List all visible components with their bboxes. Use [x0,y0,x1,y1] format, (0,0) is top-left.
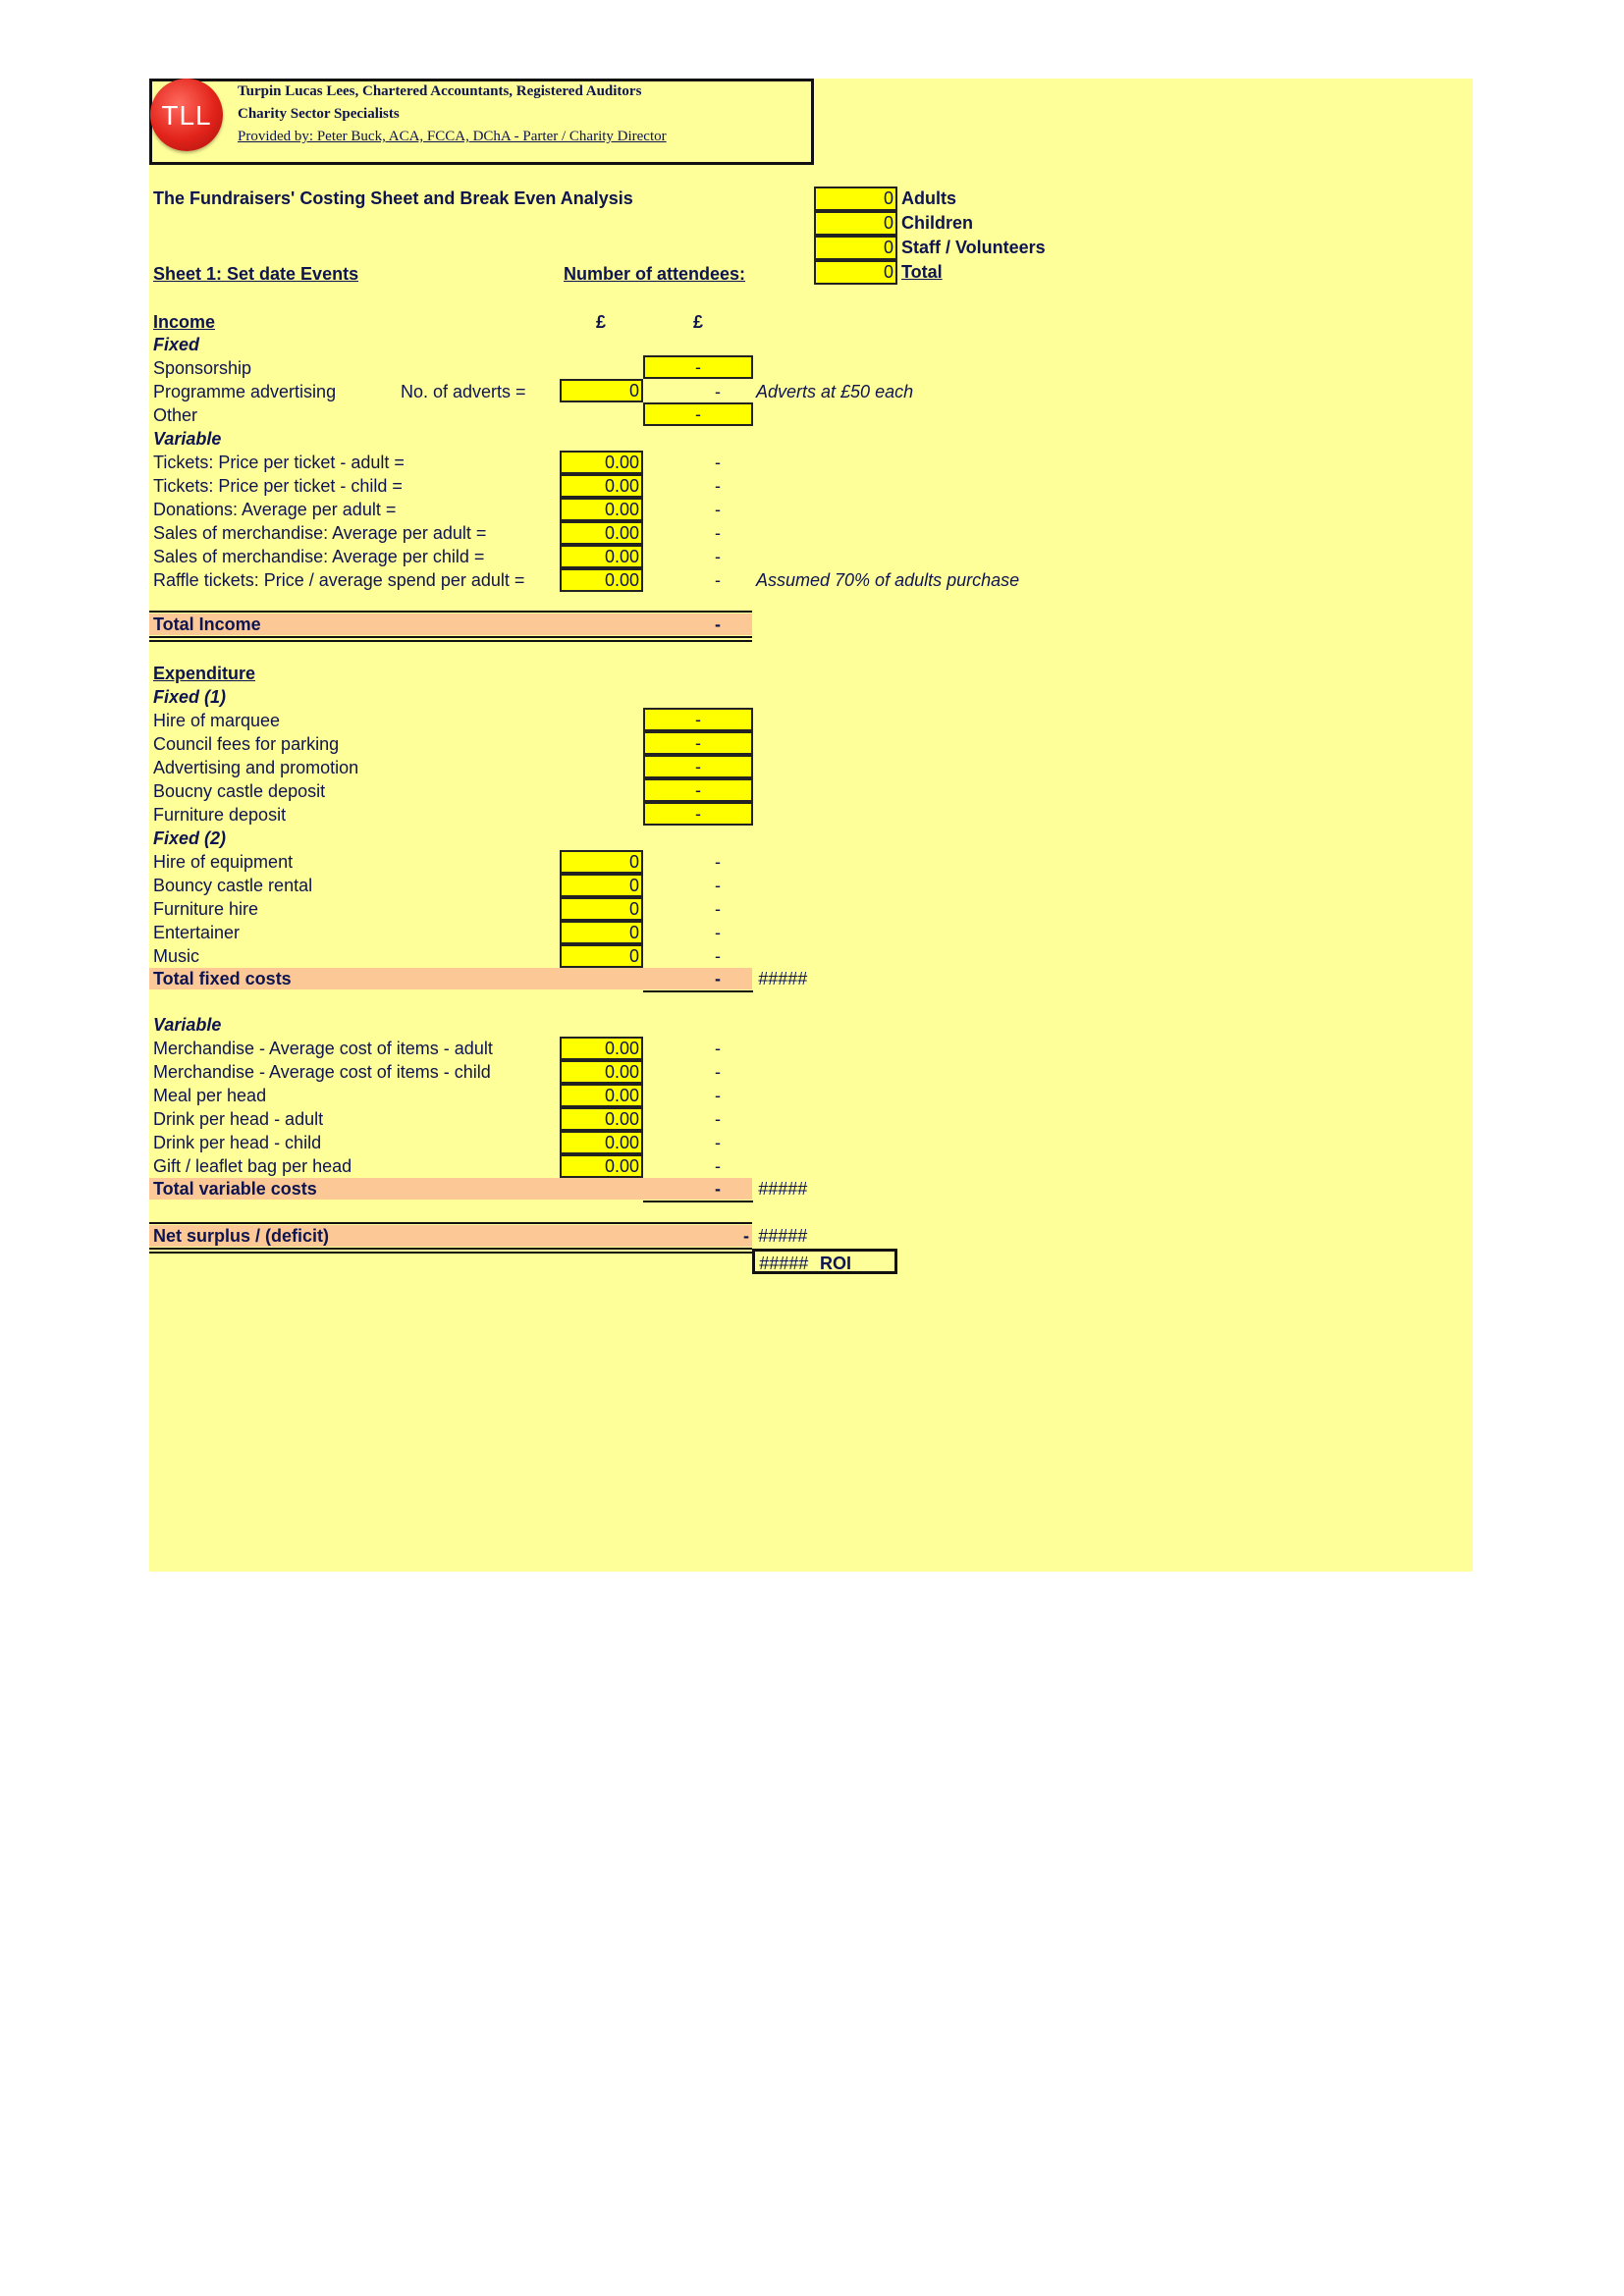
income-variable-input[interactable]: 0.00 [560,498,643,521]
net-surplus-value: - [743,1226,749,1246]
exp-variable-label: Meal per head [153,1086,267,1105]
fixed2-label: Hire of equipment [153,852,294,872]
income-variable-heading: Variable [153,429,222,449]
adults-count-input[interactable]: 0 [814,187,897,211]
net-surplus-pct: ##### [758,1226,808,1246]
total-income-double-rule-1 [149,636,752,638]
income-variable-input[interactable]: 0.00 [560,451,643,474]
programme-advertising-label: Programme advertising [153,382,337,401]
income-variable-input[interactable]: 0.00 [560,545,643,568]
logo-text: TLL [161,100,212,131]
fixed2-label: Furniture hire [153,899,259,919]
exp-variable-input[interactable]: 0.00 [560,1060,643,1084]
income-variable-value: - [715,500,721,519]
fixed2-value: - [715,899,721,919]
total-variable-rule [643,1201,753,1202]
exp-variable-input[interactable]: 0.00 [560,1037,643,1060]
raffle-note: Assumed 70% of adults purchase [756,570,1020,590]
income-variable-value: - [715,453,721,472]
total-variable-pct: ##### [758,1179,808,1199]
income-variable-label: Tickets: Price per ticket - child = [153,476,403,496]
net-surplus-label: Net surplus / (deficit) [153,1226,330,1246]
income-variable-label: Donations: Average per adult = [153,500,397,519]
fixed1-label: Advertising and promotion [153,758,359,777]
net-double-rule-1 [149,1248,752,1250]
programme-advertising-value: - [715,382,721,401]
roi-box [752,1249,897,1274]
fixed2-input[interactable]: 0 [560,850,643,874]
exp-variable-value: - [715,1062,721,1082]
adults-label: Adults [901,188,956,208]
income-variable-label: Sales of merchandise: Average per child = [153,547,485,566]
children-count-input[interactable]: 0 [814,211,897,236]
total-income-double-rule-2 [149,640,752,642]
fixed1-heading: Fixed (1) [153,687,227,707]
income-variable-input[interactable]: 0.00 [560,474,643,498]
exp-variable-heading: Variable [153,1015,222,1035]
page-title: The Fundraisers' Costing Sheet and Break Even Analysis [153,188,633,208]
currency-col1: £ [596,312,607,332]
total-fixed-value: - [715,969,721,988]
fixed2-value: - [715,876,721,895]
fixed2-value: - [715,946,721,966]
fixed1-label: Hire of marquee [153,711,281,730]
total-income-label: Total Income [153,614,261,634]
exp-variable-value: - [715,1133,721,1152]
net-double-rule-2 [149,1252,752,1254]
exp-variable-value: - [715,1109,721,1129]
income-variable-input[interactable]: 0.00 [560,521,643,545]
fixed2-input[interactable]: 0 [560,874,643,897]
expenditure-heading: Expenditure [153,664,256,683]
total-fixed-pct: ##### [758,969,808,988]
fixed2-label: Entertainer [153,923,241,942]
exp-variable-input[interactable]: 0.00 [560,1107,643,1131]
sponsorship-input[interactable]: - [643,355,753,379]
firm-specialism: Charity Sector Specialists [238,106,400,122]
total-label: Total [901,262,943,282]
sheet-label: Sheet 1: Set date Events [153,264,359,284]
no-of-adverts-input[interactable]: 0 [560,379,643,402]
fixed1-label: Council fees for parking [153,734,340,754]
no-of-adverts-label: No. of adverts = [401,382,526,401]
exp-variable-value: - [715,1086,721,1105]
exp-variable-label: Drink per head - adult [153,1109,324,1129]
roi-value: ##### [759,1254,809,1273]
exp-variable-label: Merchandise - Average cost of items - child [153,1062,491,1082]
income-fixed-heading: Fixed [153,335,200,354]
exp-variable-value: - [715,1039,721,1058]
total-variable-label: Total variable costs [153,1179,317,1199]
total-variable-value: - [715,1179,721,1199]
total-income-value: - [715,614,721,634]
fixed1-input[interactable]: - [643,731,753,755]
adverts-note: Adverts at £50 each [756,382,914,401]
spreadsheet-area [149,79,1473,1572]
total-fixed-rule [643,990,753,992]
children-label: Children [901,213,974,233]
attendees-heading: Number of attendees: [564,264,746,284]
exp-variable-label: Drink per head - child [153,1133,322,1152]
total-fixed-label: Total fixed costs [153,969,292,988]
income-variable-label: Raffle tickets: Price / average spend per adult = [153,570,525,590]
other-income-input[interactable]: - [643,402,753,426]
roi-label: ROI [820,1254,852,1273]
total-count-cell: 0 [814,260,897,285]
currency-col2: £ [693,312,704,332]
income-variable-value: - [715,523,721,543]
staff-label: Staff / Volunteers [901,238,1046,257]
sponsorship-label: Sponsorship [153,358,252,378]
fixed1-input[interactable]: - [643,802,753,826]
income-variable-input[interactable]: 0.00 [560,568,643,592]
exp-variable-label: Gift / leaflet bag per head [153,1156,352,1176]
firm-header-box [149,79,814,165]
firm-name: Turpin Lucas Lees, Chartered Accountants, Registered Auditors [238,83,642,99]
fixed2-value: - [715,852,721,872]
fixed1-input[interactable]: - [643,778,753,802]
fixed1-label: Boucny castle deposit [153,781,326,801]
income-variable-value: - [715,570,721,590]
fixed2-value: - [715,923,721,942]
fixed2-label: Music [153,946,200,966]
exp-variable-input[interactable]: 0.00 [560,1084,643,1107]
income-variable-value: - [715,547,721,566]
staff-count-input[interactable]: 0 [814,236,897,260]
tll-logo [150,79,223,151]
fixed2-label: Bouncy castle rental [153,876,313,895]
exp-variable-value: - [715,1156,721,1176]
exp-variable-label: Merchandise - Average cost of items - adult [153,1039,493,1058]
fixed2-input[interactable]: 0 [560,921,643,944]
firm-contact-link[interactable]: Provided by: Peter Buck, ACA, FCCA, DChA - Parter / Charity Director [238,129,667,144]
fixed1-input[interactable]: - [643,708,753,731]
income-heading: Income [153,312,216,332]
fixed2-input[interactable]: 0 [560,944,643,968]
income-variable-label: Sales of merchandise: Average per adult = [153,523,487,543]
income-variable-value: - [715,476,721,496]
fixed2-heading: Fixed (2) [153,828,227,848]
fixed2-input[interactable]: 0 [560,897,643,921]
fixed1-input[interactable]: - [643,755,753,778]
exp-variable-input[interactable]: 0.00 [560,1131,643,1154]
fixed1-label: Furniture deposit [153,805,287,825]
exp-variable-input[interactable]: 0.00 [560,1154,643,1178]
other-income-label: Other [153,405,198,425]
income-variable-label: Tickets: Price per ticket - adult = [153,453,405,472]
